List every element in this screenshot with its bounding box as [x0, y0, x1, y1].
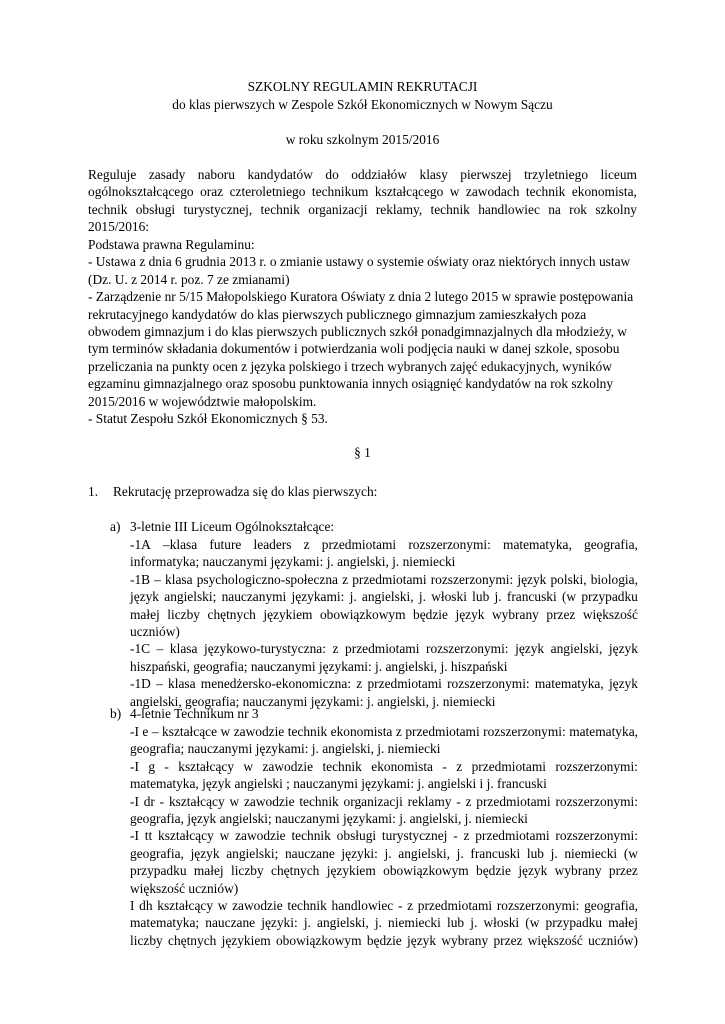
word: lub	[472, 589, 490, 605]
word: rozszerzonymi:	[555, 793, 638, 809]
word: technik	[430, 201, 470, 217]
word: –	[156, 641, 164, 657]
sub-a-line	[130, 640, 638, 657]
sub-a-content	[130, 536, 638, 710]
word: ekonomista	[371, 758, 433, 774]
word: językiem	[221, 932, 271, 948]
word: z	[456, 758, 463, 774]
sub-a-label: a)	[110, 519, 121, 534]
word: geografia,	[584, 537, 638, 552]
word: technik	[260, 201, 300, 217]
intro-line	[88, 201, 637, 218]
sub-b-line: matematyka, język angielski ; nauczanymi językami: j. angielski i j. francuski	[130, 776, 547, 792]
legal-line: rekrutacyjnego kandydatów do klas pierwszych publicznego gimnazjum zamieszkałych poza	[88, 306, 587, 322]
word: angielski;	[164, 589, 217, 605]
legal-line: tym terminów składania dokumentów i potwierdzania woli podjęcia nauki w danej szkole, sposobu	[88, 341, 620, 357]
sub-b-line: geografia, język angielski; nauczanymi językami: j. angielski, j. niemiecki	[130, 811, 528, 827]
sub-a-line	[130, 571, 638, 588]
word: przypadku	[130, 863, 187, 879]
word: przez	[608, 863, 638, 879]
word: kształcące	[162, 724, 218, 739]
word: będzie	[413, 606, 448, 622]
word: (w	[561, 589, 577, 605]
word: zawodzie	[235, 828, 286, 844]
word: nauczanymi	[221, 589, 287, 605]
word: przedmiotami	[367, 676, 442, 692]
sub-a-line	[130, 606, 638, 623]
word: przedmiotami	[476, 793, 551, 809]
sub-a-line: angielski, geografia; nauczanymi językami: j. angielski, j. niemiecki	[130, 693, 496, 709]
word: rozszerzonymi:	[408, 537, 491, 552]
word: język	[517, 571, 547, 587]
section-number: § 1	[354, 445, 371, 460]
word: lub	[446, 915, 465, 931]
word: tt	[144, 828, 153, 844]
word: obowiązkowym	[319, 606, 406, 622]
word: angielski;	[226, 845, 279, 861]
word: przedmiotami	[417, 898, 493, 914]
word: polski,	[550, 571, 587, 587]
word: klasa	[169, 641, 198, 657]
word: technik	[525, 184, 566, 200]
word: oddziałów	[351, 167, 408, 182]
word: kandydatów	[247, 167, 313, 182]
word: chętnych	[207, 606, 256, 622]
word: większość	[527, 932, 583, 948]
word: matematyka,	[503, 537, 572, 552]
sub-b-line	[130, 914, 638, 931]
word: pierwszej	[460, 167, 512, 182]
word: niemiecki	[388, 915, 441, 931]
word: e	[142, 724, 149, 739]
word: -1A	[130, 537, 151, 552]
word: j.	[303, 915, 311, 931]
word: obsługi	[135, 201, 176, 217]
sub-b-label: b)	[110, 706, 122, 721]
word: -	[164, 758, 169, 774]
word: reklamy,	[375, 201, 423, 217]
word: kształcący	[168, 793, 225, 809]
sub-b-heading: 4-letnie Technikum nr 3	[130, 706, 259, 721]
word: z	[303, 537, 310, 552]
intro-last-line: 2015/2016:	[88, 219, 150, 235]
word: francuski	[506, 589, 557, 605]
sub-b-content	[130, 723, 638, 949]
word: technik	[299, 793, 339, 809]
sub-b-line	[130, 897, 638, 914]
word: przez	[493, 932, 523, 948]
word: –klasa	[163, 537, 198, 552]
word: organizacji	[343, 793, 403, 809]
word: język	[455, 606, 485, 622]
word: (w	[525, 915, 540, 931]
word: technik	[88, 201, 128, 217]
word: zawodzie	[233, 724, 285, 739]
word: rozszerzonymi:	[447, 676, 530, 692]
word: większość	[582, 606, 638, 622]
word: liczby	[230, 863, 264, 879]
word: leaders	[253, 537, 292, 552]
word: klasa	[165, 571, 193, 587]
word: z	[463, 828, 470, 844]
word: przez	[546, 606, 576, 622]
word: w	[449, 184, 460, 200]
word: technikum	[311, 184, 369, 200]
word: (w	[623, 845, 638, 861]
word: małej	[193, 863, 224, 879]
word: oraz	[200, 184, 224, 200]
word: rok	[569, 201, 588, 217]
sub-b-line: geografia; nauczanymi językami: j. angielski, j. niemiecki	[130, 741, 441, 757]
word: ekonomista,	[571, 184, 637, 200]
sub-a-line: informatyka; nauczanymi językami: j. angielski, j. niemiecki	[130, 554, 456, 570]
word: biologia,	[590, 571, 638, 587]
word: małej	[130, 606, 160, 622]
word: wybrany	[554, 863, 602, 879]
word: nauczane	[205, 915, 256, 931]
legal-line: 2015/2016 w województwie małopolskim.	[88, 393, 317, 409]
legal-line: egzaminu gimnazjalnego oraz sposobu punktowania innych osiągnięć kandydatów na rok szkolny	[88, 376, 614, 392]
word: j.	[418, 589, 426, 605]
word: przedmiotami	[321, 537, 397, 552]
word: przedmiotami	[352, 571, 427, 587]
word: francuski	[470, 845, 521, 861]
word: technik	[287, 898, 327, 914]
word: –	[156, 676, 163, 692]
word: rozszerzonymi:	[496, 898, 580, 914]
word: językiem	[263, 606, 313, 622]
word: język	[608, 676, 638, 692]
word: -1C	[130, 641, 151, 657]
sub-b-line	[130, 793, 638, 810]
word: organizacji	[308, 201, 368, 217]
word: przedmiotami	[471, 758, 546, 774]
sub-b-line	[130, 845, 638, 862]
word: język	[130, 589, 159, 605]
word: future	[209, 537, 242, 552]
word: lub	[526, 845, 544, 861]
word: -	[453, 828, 458, 844]
legal-line: - Zarządzenie nr 5/15 Małopolskiego Kuratora Oświaty z dnia 2 lutego 2015 w sprawie postępowania	[88, 289, 634, 305]
word: handlowiec	[331, 898, 394, 914]
word: angielski,	[550, 641, 603, 657]
word: w	[220, 724, 231, 739]
word: -I	[130, 724, 139, 739]
sub-b-line	[130, 932, 638, 949]
word: matematyka,	[569, 724, 638, 739]
word: języki:	[261, 915, 298, 931]
word: przedmiotami	[345, 641, 420, 657]
word: j.	[384, 845, 392, 861]
word: z	[395, 724, 402, 739]
word: zasady	[148, 167, 186, 182]
word: z	[332, 641, 339, 657]
word: językami:	[291, 589, 345, 605]
word: obsługi	[336, 828, 377, 844]
word: Reguluje	[88, 167, 137, 182]
word: ogólnokształcącego	[88, 184, 194, 200]
word: język	[518, 863, 548, 879]
legal-line: - Ustawa z dnia 6 grudnia 2013 r. o zmianie ustawy o systemie oświaty oraz niektórych innych ustaw	[88, 254, 631, 270]
word: językowo-turystyczna:	[204, 641, 326, 657]
word: angielski,	[398, 845, 450, 861]
word: chętnych	[168, 932, 217, 948]
word: liceum	[600, 167, 637, 182]
word: rozszerzonymi:	[555, 828, 638, 844]
word: wybrany	[441, 932, 489, 948]
word: psychologiczno-społeczna	[196, 571, 338, 587]
word: technik	[287, 724, 328, 739]
word: matematyka;	[130, 915, 200, 931]
word: technik	[322, 758, 362, 774]
word: I	[130, 898, 135, 914]
word: z	[465, 793, 472, 809]
word: klasy	[419, 167, 448, 182]
word: obowiązkowym	[275, 932, 362, 948]
word: zawodzie	[232, 898, 283, 914]
word: rozszerzonymi:	[430, 571, 514, 587]
word: z	[342, 571, 349, 587]
word: rozszerzonymi:	[483, 724, 566, 739]
sub-b-line	[130, 827, 638, 844]
word: g	[148, 758, 156, 774]
intro-line	[88, 183, 637, 200]
sub-b-line: większość uczniów)	[130, 880, 239, 896]
word: kształcący	[157, 898, 214, 914]
word: j.	[456, 845, 464, 861]
word: j.	[374, 915, 382, 931]
sub-a-heading: 3-letnie III Liceum Ogólnokształcące:	[130, 519, 335, 534]
word: angielski,	[361, 589, 414, 605]
word: j.	[470, 915, 478, 931]
word: –	[151, 724, 159, 739]
word: w	[229, 793, 240, 809]
word: menedżersko-ekonomiczna:	[200, 676, 352, 692]
word: język	[190, 845, 220, 861]
intro-paragraph	[88, 166, 637, 236]
document-title: SZKOLNY REGULAMIN REKRUTACJI	[247, 79, 478, 94]
sub-a-line	[130, 675, 638, 692]
word: geografia,	[584, 898, 638, 914]
word: przedmiotami	[475, 828, 550, 844]
word: -	[397, 898, 403, 914]
word: j.	[550, 845, 558, 861]
word: technik	[291, 828, 331, 844]
word: kształcący	[178, 758, 235, 774]
word: trzyletniego	[524, 167, 589, 182]
word: niemiecki	[564, 845, 618, 861]
word: kształcący	[158, 828, 214, 844]
sub-a-line	[130, 588, 638, 605]
word: -I	[130, 828, 139, 844]
word: -I	[130, 793, 139, 809]
word: -1B	[130, 571, 151, 587]
word: uczniów)	[588, 932, 638, 948]
word: rozszerzonymi:	[555, 758, 638, 774]
sub-b-line	[130, 758, 638, 775]
word: na	[548, 201, 561, 217]
word: chętnych	[271, 863, 320, 879]
word: małej	[608, 915, 638, 931]
word: liczby	[130, 932, 163, 948]
word: -	[442, 758, 447, 774]
word: –	[154, 571, 161, 587]
document-subtitle: do klas pierwszych w Zespole Szkół Ekonomicznych w Nowym Sączu	[172, 97, 553, 112]
word: czteroletniego	[229, 184, 306, 200]
word: włoski	[483, 915, 520, 931]
sub-a-line	[130, 536, 638, 553]
intro-line	[88, 166, 637, 183]
word: z	[356, 676, 363, 692]
word: włoski	[431, 589, 467, 605]
word: handlowiec	[478, 201, 540, 217]
word: przedmiotami	[405, 724, 480, 739]
sub-a-line: uczniów)	[130, 624, 180, 640]
word: -I	[130, 758, 139, 774]
word: angielski,	[317, 915, 369, 931]
word: klasa	[168, 676, 196, 692]
legal-line: obwodem gimnazjum i do klas pierwszych publicznych szkół ponadgimnazjalnych dla młodzieży, w	[88, 324, 628, 340]
item-text: Rekrutację przeprowadza się do klas pierwszych:	[113, 484, 378, 499]
school-year: w roku szkolnym 2015/2016	[285, 132, 440, 147]
word: nauczane	[284, 845, 335, 861]
word: j.	[494, 589, 502, 605]
word: język	[407, 932, 437, 948]
word: zawodzie	[262, 758, 314, 774]
word: dh	[139, 898, 153, 914]
word: będzie	[476, 863, 511, 879]
word: przypadku	[545, 915, 603, 931]
legal-line: (Dz. U. z 2014 r. poz. 7 ze zmianami)	[88, 271, 290, 287]
word: j.	[349, 589, 357, 605]
sub-a-line: hiszpański, geografia; nauczanymi językami: j. angielski, j. hiszpański	[130, 658, 508, 674]
legal-heading: Podstawa prawna Regulaminu:	[88, 237, 255, 252]
legal-line: przeliczania na punkty ocen z języka polskiego i trzech wybranych zajęć edukacyjnych, wyników	[88, 358, 612, 374]
word: językiem	[326, 863, 376, 879]
word: zawodzie	[243, 793, 295, 809]
word: szkolny	[595, 201, 637, 217]
word: języki:	[341, 845, 378, 861]
word: język	[515, 641, 545, 657]
word: przypadku	[581, 589, 638, 605]
word: matematyka,	[534, 676, 604, 692]
word: zawodach	[465, 184, 520, 200]
word: -	[159, 793, 165, 809]
sub-b-line	[130, 862, 638, 879]
word: turystycznej,	[183, 201, 253, 217]
word: z	[407, 898, 414, 914]
word: -1D	[130, 676, 151, 692]
word: będzie	[366, 932, 402, 948]
legal-line: - Statut Zespołu Szkół Ekonomicznych § 53.	[88, 411, 328, 427]
word: wybrany	[492, 606, 539, 622]
word: liczby	[167, 606, 200, 622]
word: w	[243, 758, 254, 774]
word: naboru	[197, 167, 235, 182]
sub-b-line	[130, 723, 638, 740]
word: rozszerzonymi:	[425, 641, 509, 657]
word: -	[456, 793, 461, 809]
word: w	[217, 898, 228, 914]
word: do	[325, 167, 339, 182]
word: turystycznej	[381, 828, 448, 844]
word: kształcącego	[374, 184, 444, 200]
word: dr	[143, 793, 155, 809]
word: język	[608, 641, 638, 657]
legal-basis	[88, 236, 637, 427]
item-number: 1.	[88, 484, 99, 499]
word: ekonomista	[330, 724, 393, 739]
word: w	[219, 828, 230, 844]
word: geografia,	[130, 845, 184, 861]
word: obowiązkowym	[383, 863, 469, 879]
word: reklamy	[407, 793, 452, 809]
